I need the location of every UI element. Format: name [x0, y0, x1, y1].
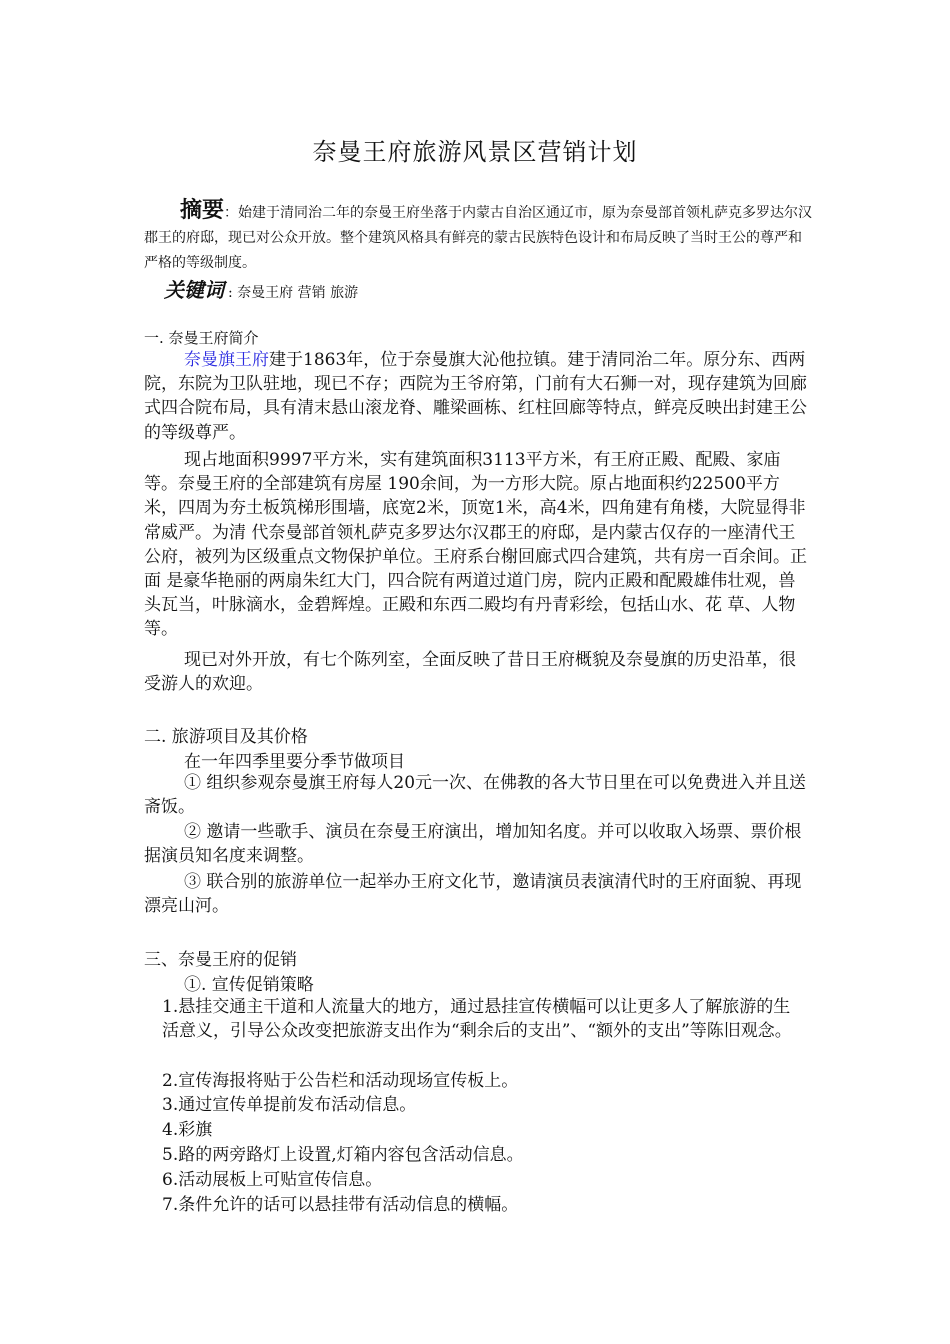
section-2-heading: 二. 旅游项目及其价格	[144, 727, 308, 747]
promo-list-item-4: 4.彩旗	[162, 1120, 213, 1140]
promo-list-item-3: 3.通过宣传单提前发布活动信息。	[162, 1095, 417, 1115]
section-2-item-3: ③ 联合别的旅游单位一起举办王府文化节，邀请演员表演清代时的王府面貌、再现漂亮山河。	[144, 872, 802, 916]
naiman-wangfu-link[interactable]: 奈曼旗王府	[184, 350, 269, 370]
abstract-label: 摘要	[180, 197, 225, 223]
promo-list-item-1: 1.悬挂交通主干道和人流量大的地方，通过悬挂宣传横幅可以让更多人了解旅游的生活意义，引导公众改变把旅游支出作为“剩余后的支出”、“额外的支出”等陈旧观念。	[162, 997, 792, 1041]
section-2-item-2: ② 邀请一些歌手、演员在奈曼王府演出，增加知名度。并可以收取入场票、票价根据演员知名度来调整。	[144, 822, 802, 866]
section-1-paragraph-1	[144, 348, 810, 445]
keywords	[164, 274, 358, 303]
promo-list-item-5: 5.路的两旁路灯上设置,灯箱内容包含活动信息。	[162, 1145, 524, 1165]
section-2-item-1: ① 组织参观奈曼旗王府每人20元一次、在佛教的各大节日里在可以免费进入并且送斋饭。	[144, 773, 807, 817]
promo-list-item-7: 7.条件允许的话可以悬挂带有活动信息的横幅。	[162, 1195, 519, 1215]
promo-list-item-6: 6.活动展板上可贴宣传信息。	[162, 1170, 383, 1190]
document-title: 奈曼王府旅游风景区营销计划	[312, 138, 638, 166]
section-3-heading: 三、奈曼王府的促销	[144, 950, 297, 970]
keywords-text: : 奈曼王府 营销 旅游	[228, 285, 359, 301]
abstract-text: ：始建于清同治二年的奈曼王府坐落于内蒙古自治区通辽市，原为奈曼部首领札萨克多罗达尔汉郡王的府邸，现已对公众开放。整个建筑风格具有鲜亮的蒙古民族特色设计和布局反映了当时王公的尊严和严格的等级制度。	[144, 205, 813, 271]
section-1-paragraph-1-text: 建于1863年，位于奈曼旗大沁他拉镇。建于清同治二年。原分东、西两院，东院为卫队驻地，现已不存；西院为王爷府第，门前有大石狮一对，现存建筑为回廊式四合院布局，具有清末悬山滚龙脊、雕梁画栋、红柱回廊等特点，鲜亮反映出封建王公的等级尊严。	[144, 350, 807, 443]
section-1-paragraph-3: 现已对外开放，有七个陈列室，全面反映了昔日王府概貌及奈曼旗的历史沿革，很受游人的欢迎。	[144, 650, 796, 695]
section-3-subheading: ①. 宣传促销策略	[184, 975, 314, 995]
section-1-paragraph-2: 现占地面积9997平方米，实有建筑面积3113平方米，有王府正殿、配殿、家庙等。奈曼王府的全部建筑有房屋 190余间，为一方形大院。原占地面积约22500平方米，四周为夯土板筑梯形围墙，底宽2米，顶宽1米，高4米，四角建有角楼，大院显得非常威严。为清 代奈曼部首领札萨克多罗达尔汉郡王的府邸，是内蒙古仅存的一座清代王公府，被列为区级重点文物保护单位。王府系台榭回廊式四合建筑，共有房一百余间。正面 是豪华艳丽的两扇朱红大门，四合院有两道过道门房，院内正殿和配殿雄伟壮观，兽头瓦当，叶脉滴水，金碧辉煌。正殿和东西二殿均有丹青彩绘，包括山水、花 草、人物等。	[144, 450, 807, 640]
promo-list-item-2: 2.宣传海报将贴于公告栏和活动现场宣传板上。	[162, 1071, 519, 1091]
keywords-label: 关键词	[164, 278, 224, 302]
section-2-intro: 在一年四季里要分季节做项目	[184, 752, 405, 772]
section-1-heading: 一. 奈曼王府简介	[144, 329, 259, 347]
abstract	[144, 198, 814, 276]
